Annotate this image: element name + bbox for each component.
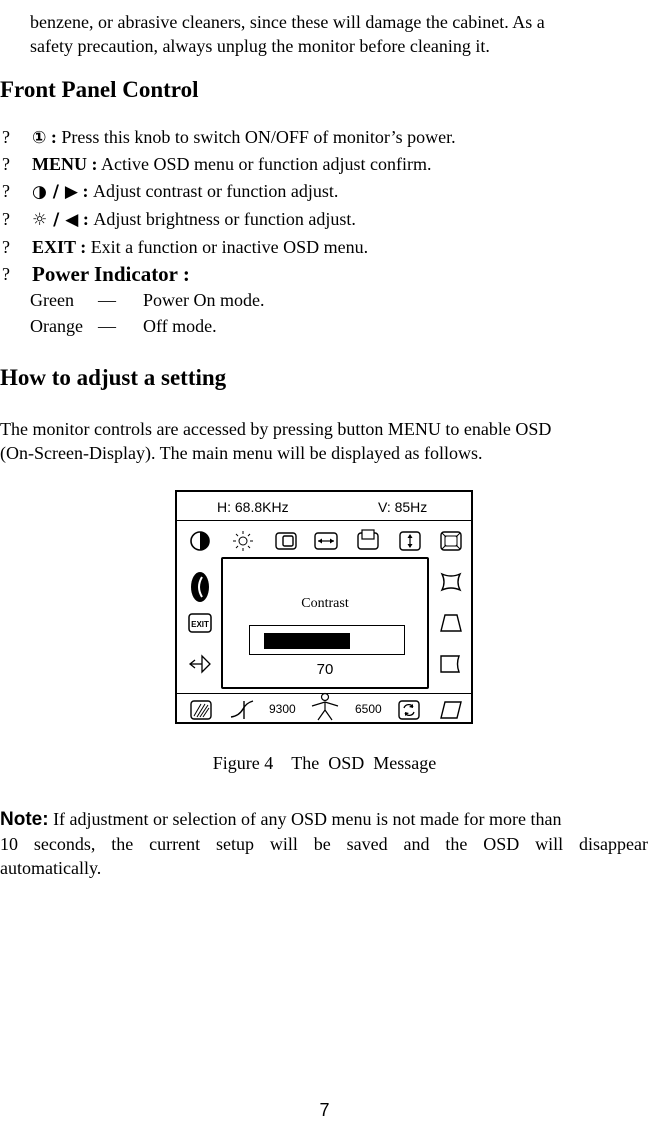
note-label: Note:: [0, 809, 49, 830]
osd-adjust-panel: [221, 557, 429, 689]
v-freq-label: V: 85Hz: [378, 499, 428, 515]
bullet-mark: ?: [2, 154, 10, 174]
color-temp-9300[interactable]: 9300: [269, 702, 296, 716]
position-icon[interactable]: [274, 530, 298, 552]
exit-icon-label: EXIT: [191, 620, 209, 629]
v-size-icon[interactable]: [398, 530, 422, 552]
figure-label: Figure 4: [212, 753, 274, 773]
moire-icon[interactable]: [189, 699, 213, 721]
zoom-icon[interactable]: [439, 530, 463, 552]
pincushion-icon[interactable]: [439, 572, 463, 592]
contrast-icon[interactable]: [189, 530, 211, 552]
exit-label: EXIT :: [32, 237, 87, 257]
section-title-adjust: How to adjust a setting: [0, 365, 227, 390]
slider-fill: [264, 633, 350, 649]
contrast-slider[interactable]: [249, 625, 405, 655]
user-color-icon[interactable]: [310, 692, 340, 722]
bullet-mark: ?: [2, 209, 10, 229]
figure-caption: [0, 753, 649, 774]
pin-balance-icon[interactable]: [439, 654, 463, 674]
intro-line-1: benzene, or abrasive cleaners, since these will damage the cabinet. As a: [30, 12, 545, 32]
note-line-3: automatically.: [0, 858, 102, 878]
color-temp-6500[interactable]: 6500: [355, 702, 382, 716]
trapezoid-icon[interactable]: [439, 613, 463, 633]
power-knob-icon: ①: [32, 128, 47, 148]
figure-caption-text: The OSD Message: [291, 753, 437, 773]
note-text-1: If adjustment or selection of any OSD menu is not made for more than: [48, 809, 562, 829]
section-title-front-panel: Front Panel Control: [0, 77, 199, 102]
param-name: Contrast: [301, 596, 349, 611]
page-number: 7: [319, 1100, 330, 1120]
power-indicator-label: Power Indicator :: [32, 262, 190, 286]
note-line-2: 10 seconds, the current setup will be saved and the OSD will disappear: [0, 834, 648, 854]
intro-line-2: safety precaution, always unplug the monitor before cleaning it.: [30, 36, 490, 56]
parallelogram-icon[interactable]: [439, 699, 463, 721]
h-size-icon[interactable]: [313, 530, 339, 552]
bullet-mark: ?: [2, 127, 10, 147]
brightness-icon[interactable]: [232, 530, 254, 552]
menu-label: MENU :: [32, 154, 98, 174]
brightness-left-icon: ☼ / ◀: [32, 210, 79, 230]
tilt-icon[interactable]: [229, 697, 255, 721]
osd-figure: [175, 490, 473, 724]
v-position-icon[interactable]: [356, 528, 380, 552]
h-freq-label: H: 68.8KHz: [217, 499, 289, 515]
bullet-mark: ?: [2, 264, 10, 284]
degauss-icon[interactable]: [189, 570, 211, 604]
bullet-mark: ?: [2, 181, 10, 201]
bullet-mark: ?: [2, 237, 10, 257]
note-line-1: [0, 807, 648, 832]
exit-icon[interactable]: [188, 613, 212, 633]
adjust-line-1: The monitor controls are accessed by pressing button MENU to enable OSD: [0, 419, 552, 439]
recall-icon[interactable]: [397, 699, 421, 721]
osd-header-divider: [177, 520, 471, 521]
param-value: 70: [316, 661, 334, 678]
adjust-line-2: (On-Screen-Display). The main menu will be displayed as follows.: [0, 443, 483, 463]
input-select-icon[interactable]: [188, 653, 212, 675]
contrast-right-icon: ◑ / ▶: [32, 182, 78, 202]
